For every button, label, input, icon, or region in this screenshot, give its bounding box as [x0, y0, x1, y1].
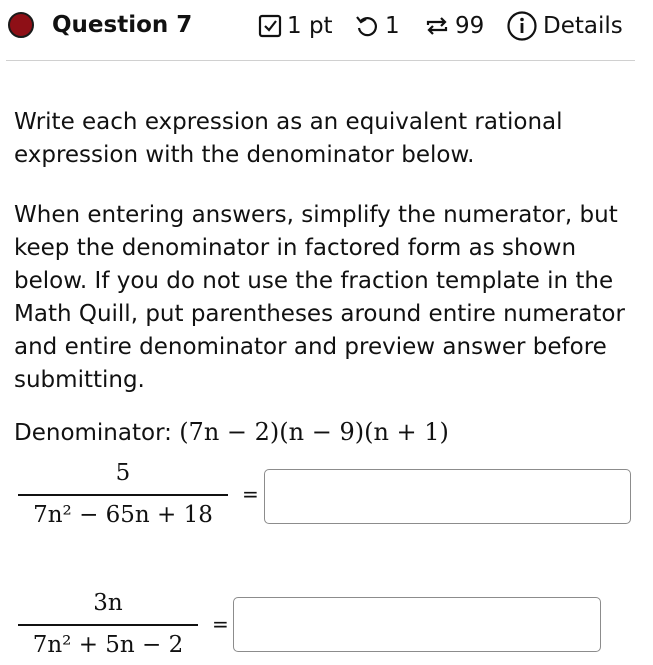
question-title: Question 7: [52, 12, 193, 38]
points-label: 1 pt: [287, 13, 333, 39]
fraction-2-numerator: 3n: [93, 590, 123, 616]
header-divider: [6, 60, 635, 61]
equals-sign-2: =: [212, 612, 229, 636]
status-indicator: [8, 12, 34, 38]
retries-info: [424, 10, 484, 42]
points-info: [258, 10, 333, 42]
details-label: Details: [543, 13, 623, 39]
fraction-2: [18, 588, 198, 660]
info-icon: [506, 10, 538, 42]
denominator-expression: (7n − 2)(n − 9)(n + 1): [179, 418, 449, 446]
fraction-1-denominator: 7n² − 65n + 18: [33, 502, 213, 528]
details-button[interactable]: [506, 10, 623, 42]
fraction-2-denominator: 7n² + 5n − 2: [32, 632, 184, 658]
instruction-text-1: Write each expression as an equivalent rational expression with the denominator below.: [14, 109, 563, 168]
denominator-label: Denominator:: [14, 420, 172, 446]
retry-icon: [424, 13, 450, 39]
answer-input-2[interactable]: [233, 597, 601, 652]
denominator-line: [14, 416, 644, 450]
retries-count: 99: [455, 13, 485, 39]
attempts-info: [354, 10, 400, 42]
undo-icon: [354, 13, 380, 39]
fraction-1-numerator: 5: [115, 460, 131, 486]
question-header: [0, 0, 653, 60]
equals-sign-1: =: [242, 482, 259, 506]
answer-input-1[interactable]: [264, 469, 631, 524]
instruction-text-2: When entering answers, simplify the numerator, but keep the denominator in factored form as shown below. If you do not use the fraction template in the Math Quill, put parentheses around entire numerator and entire denominator and preview answer before submitting.: [14, 202, 625, 393]
checkbox-icon: [258, 14, 282, 38]
fraction-1: [18, 458, 228, 530]
attempts-count: 1: [385, 13, 400, 39]
